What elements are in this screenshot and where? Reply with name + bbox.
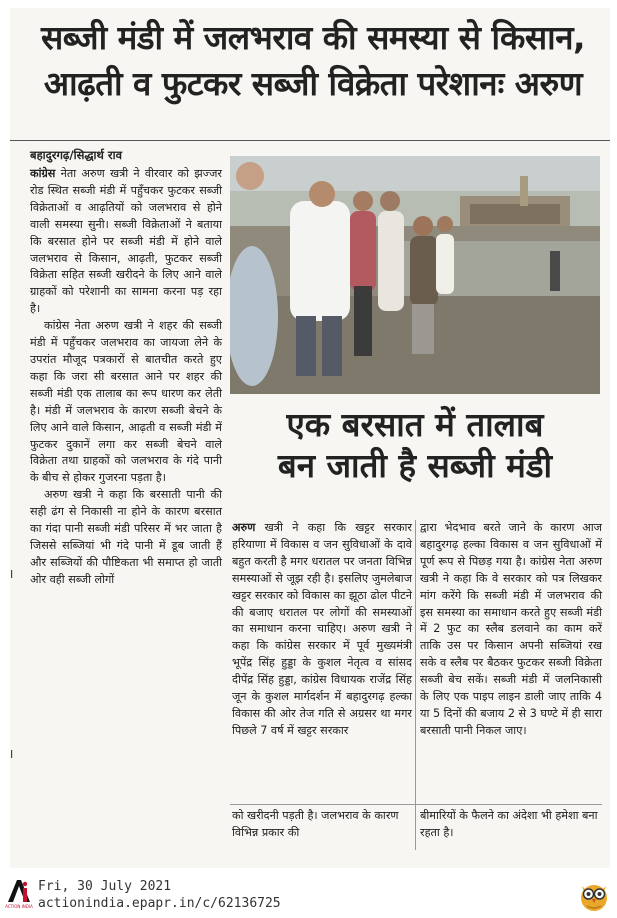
article-column-left xyxy=(30,166,222,589)
lead-word: अरुण xyxy=(232,521,256,534)
footer-bar xyxy=(0,870,617,918)
headline-divider xyxy=(10,140,610,141)
news-photo xyxy=(230,156,600,394)
paragraph-2: कांग्रेस नेता अरुण खत्री ने शहर की सब्जी मंडी में पहुँचकर जलभराव का जायजा लेने के उपरांत मौजूद पत्रकारों से बातचीत करते हुए कहा कि जरा सी बरसात आने पर शहर की सब्जी मंडी एक तालाब का रूप धारण कर लेती है। मंडी में जलभराव के कारण सब्जी बेचने के लिए आने वाले किसान, आढ़ती व सब्जी मंडी में फुटकर दुकानें लगा कर सब्जी बेचने वाले विक्रेता तथा ग्राहकों को जलभराव के गंदे पानी के बीच से होकर गुजरना पड़ता है। xyxy=(30,319,222,485)
byline: बहादुरगढ़/सिद्धार्थ राव xyxy=(30,148,122,162)
edge-fragment: I xyxy=(10,748,14,761)
owl-icon xyxy=(578,878,610,912)
continuation-right: बीमारियों के फैलने का अंदेशा भी हमेशा बना रहता है। xyxy=(420,809,598,839)
newspaper-clipping xyxy=(10,8,610,868)
section-divider xyxy=(230,804,602,805)
continuation-middle: को खरीदनी पड़ती है। जलभराव के कारण विभिन्न प्रकार की xyxy=(232,809,399,839)
edge-fragment: I xyxy=(10,568,14,581)
column-divider xyxy=(415,520,416,850)
edition-url[interactable]: actionindia.epapr.in/c/62136725 xyxy=(38,896,281,911)
article-column-middle: अरुण खत्री ने कहा कि खट्टर सरकार हरियाणा में विकास व जन सुविधाओं के दावे बहुत करती है मगर धरातल पर जनता विभिन्न समस्याओं से जूझ रही है। इसलिए जुमलेबाज खट्टर सरकार को विकास का झूठा ढोल पीटने की बजाए धरातल पर लोगों की समस्याओं का समाधान करना चाहिए। अरुण खत्री ने कहा कि कांग्रेस सरकार में पूर्व मुख्यमंत्री भूपेंद्र सिंह हुड्डा के कुशल नेतृत्व व सांसद दीपेंद्र सिंह हुड्डा, कांग्रेस विधायक राजेंद्र सिंह जून के कुशल मार्गदर्शन में बहादुरगढ़ हल्का विकास की ओर तेज गति से अग्रसर था मगर पिछले 7 वर्ष में खट्टर सरकार xyxy=(232,521,412,737)
paragraph-3: अरुण खत्री ने कहा कि बरसाती पानी की सही ढंग से निकासी ना होने के कारण बरसात का गंदा पानी सब्जी मंडी परिसर में भर जाता है जिससे सब्जियां भी गंदे पानी में डूब जाती हैं और सब्जियों की पौष्टिकता भी समाप्त हो जाती ओर वही सब्जी लोगों xyxy=(30,488,222,586)
photo-illustration xyxy=(230,156,600,394)
subheadline-line-1: एक बरसात में तालाब xyxy=(286,405,544,444)
logo-text: ACTION INDIA xyxy=(5,904,33,909)
lead-word: कांग्रेस xyxy=(30,167,56,180)
article-column-right: द्वारा भेदभाव बरते जाने के कारण आज बहादुरगढ़ हल्का विकास व जन सुविधाओं में पूर्ण रूप से पिछड़ गया है। कांग्रेस नेता अरुण खत्री ने कहा कि वे सरकार को पत्र लिखकर मांग करेंगे कि सब्जी मंडी में जलभराव की इस समस्या का समाधान करते हुए सब्जी मंडी में 2 फुट का स्लैब डलवाने का काम करें ताकि उस पर किसान अपनी सब्जियां रख सके व स्लैब पर बैठकर फुटकर सब्जी विक्रेता सब्जी बेच सकें। सब्जी मंडी में जलनिकासी के लिए एक पाइप लाइन डाली जाए ताकि 4 या 5 दिनों की बजाय 2 से 3 घण्टे में ही सारा बरसाती पानी निकल जाए। xyxy=(420,521,602,737)
headline xyxy=(28,18,598,103)
paragraph-1: कांग्रेस नेता अरुण खत्री ने वीरवार को झज्जर रोड स्थित सब्जी मंडी में पहुँचकर फुटकर सब्जी विक्रेताओं व आढ़तियों को जलभराव से होने वाली समस्या सुनी। सब्जी विक्रेताओं ने बताया कि बरसात होने पर सब्जी मंडी में होने वाले जलभराव से किसान, आढ़ती, फुटकर सब्जी विक्रेता सहित सब्जी खरीदने के लिए आने वाले ग्राहकों को परेशानी का सामना करना पड़ रहा है। xyxy=(30,167,222,316)
action-india-logo[interactable] xyxy=(4,876,34,910)
headline-line-1: सब्जी मंडी में जलभराव की समस्या से किसान, xyxy=(40,18,586,57)
subheadline-line-2: बन जाती है सब्जी मंडी xyxy=(277,446,553,486)
subheadline xyxy=(230,404,600,487)
edition-date: Fri, 30 July 2021 xyxy=(38,879,172,894)
headline-line-2: आढ़ती व फुटकर सब्जी विक्रेता परेशानः अरुण xyxy=(43,63,583,103)
